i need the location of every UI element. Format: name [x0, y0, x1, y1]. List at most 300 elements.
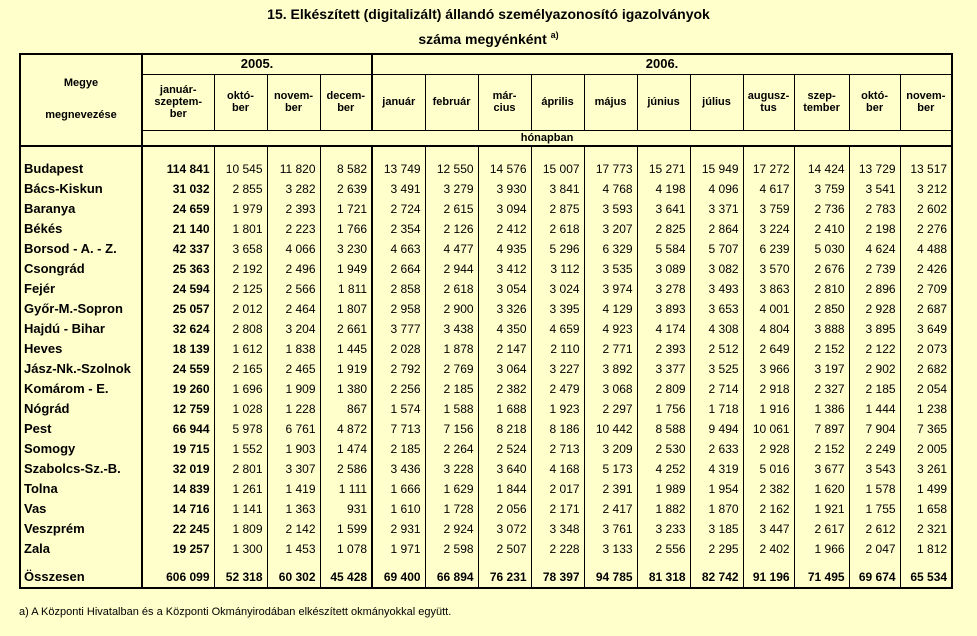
value-cell: 2 047	[849, 539, 900, 559]
value-cell: 7 156	[425, 419, 478, 439]
value-cell: 7 365	[900, 419, 952, 439]
value-cell: 78 397	[531, 567, 584, 588]
value-cell: 4 923	[584, 319, 637, 339]
value-cell: 14 424	[794, 159, 849, 179]
value-cell: 11 820	[267, 159, 320, 179]
value-cell: 3 541	[849, 179, 900, 199]
value-cell: 606 099	[142, 567, 214, 588]
month-header: augusz- tus	[743, 74, 794, 130]
value-cell: 5 584	[637, 239, 690, 259]
value-cell: 2 249	[849, 439, 900, 459]
value-cell: 4 663	[372, 239, 425, 259]
county-name: Jász-Nk.-Szolnok	[20, 359, 142, 379]
value-cell: 25 057	[142, 299, 214, 319]
value-cell: 3 677	[794, 459, 849, 479]
value-cell: 3 641	[637, 199, 690, 219]
value-cell: 5 978	[214, 419, 267, 439]
value-cell: 2 054	[900, 379, 952, 399]
value-cell: 5 173	[584, 459, 637, 479]
value-cell: 3 930	[478, 179, 531, 199]
value-cell: 4 617	[743, 179, 794, 199]
value-cell: 1 809	[214, 519, 267, 539]
county-name: Bács-Kiskun	[20, 179, 142, 199]
value-cell: 2 556	[637, 539, 690, 559]
value-cell: 12 550	[425, 159, 478, 179]
value-cell: 867	[320, 399, 372, 419]
value-cell: 3 974	[584, 279, 637, 299]
year-2005-header: 2005.	[142, 54, 372, 74]
value-cell: 3 094	[478, 199, 531, 219]
value-cell: 2 464	[267, 299, 320, 319]
value-cell: 4 198	[637, 179, 690, 199]
value-cell: 1 801	[214, 219, 267, 239]
value-cell: 2 185	[849, 379, 900, 399]
county-name: Borsod - A. - Z.	[20, 239, 142, 259]
value-cell: 2 198	[849, 219, 900, 239]
value-cell: 3 436	[372, 459, 425, 479]
value-cell: 3 348	[531, 519, 584, 539]
value-cell: 7 713	[372, 419, 425, 439]
value-cell: 2 402	[743, 539, 794, 559]
value-cell: 2 864	[690, 219, 743, 239]
value-cell: 2 171	[531, 499, 584, 519]
value-cell: 1 629	[425, 479, 478, 499]
value-cell: 2 354	[372, 219, 425, 239]
value-cell: 2 682	[900, 359, 952, 379]
table-row	[20, 439, 952, 459]
value-cell: 1 811	[320, 279, 372, 299]
value-cell: 91 196	[743, 567, 794, 588]
county-name: Hajdú - Bihar	[20, 319, 142, 339]
value-cell: 2 412	[478, 219, 531, 239]
value-cell: 1 919	[320, 359, 372, 379]
value-cell: 2 524	[478, 439, 531, 459]
table-row	[20, 259, 952, 279]
table-row	[20, 159, 952, 179]
value-cell: 10 545	[214, 159, 267, 179]
value-cell: 2 739	[849, 259, 900, 279]
value-cell: 3 326	[478, 299, 531, 319]
value-cell: 1 261	[214, 479, 267, 499]
value-cell: 1 238	[900, 399, 952, 419]
value-cell: 2 924	[425, 519, 478, 539]
value-cell: 3 212	[900, 179, 952, 199]
value-cell: 2 110	[531, 339, 584, 359]
value-cell: 2 633	[690, 439, 743, 459]
value-cell: 3 570	[743, 259, 794, 279]
value-cell: 1 870	[690, 499, 743, 519]
value-cell: 2 771	[584, 339, 637, 359]
value-cell: 65 534	[900, 567, 952, 588]
value-cell: 6 329	[584, 239, 637, 259]
value-cell: 2 664	[372, 259, 425, 279]
value-cell: 32 624	[142, 319, 214, 339]
value-cell: 2 122	[849, 339, 900, 359]
value-cell: 19 257	[142, 539, 214, 559]
county-name: Zala	[20, 539, 142, 559]
value-cell: 14 576	[478, 159, 531, 179]
county-name: Vas	[20, 499, 142, 519]
value-cell: 24 559	[142, 359, 214, 379]
value-cell: 4 488	[900, 239, 952, 259]
month-header: már- cius	[478, 74, 531, 130]
table-row	[20, 419, 952, 439]
value-cell: 3 185	[690, 519, 743, 539]
value-cell: 2 714	[690, 379, 743, 399]
value-cell: 1 474	[320, 439, 372, 459]
month-header: július	[690, 74, 743, 130]
value-cell: 1 721	[320, 199, 372, 219]
value-cell: 3 888	[794, 319, 849, 339]
value-cell: 114 841	[142, 159, 214, 179]
value-cell: 8 588	[637, 419, 690, 439]
value-cell: 2 612	[849, 519, 900, 539]
value-cell: 2 808	[214, 319, 267, 339]
value-cell: 1 380	[320, 379, 372, 399]
month-header: január- szeptem- ber	[142, 74, 214, 130]
value-cell: 3 307	[267, 459, 320, 479]
value-cell: 1 453	[267, 539, 320, 559]
value-cell: 19 260	[142, 379, 214, 399]
value-cell: 3 377	[637, 359, 690, 379]
county-name: Pest	[20, 419, 142, 439]
table-title: 15. Elkészített (digitalizált) állandó személyazonosító igazolványok	[267, 6, 710, 22]
value-cell: 3 593	[584, 199, 637, 219]
value-cell: 2 185	[372, 439, 425, 459]
value-cell: 81 318	[637, 567, 690, 588]
value-cell: 2 297	[584, 399, 637, 419]
value-cell: 4 935	[478, 239, 531, 259]
month-header: októ- ber	[849, 74, 900, 130]
value-cell: 2 617	[794, 519, 849, 539]
value-cell: 1 228	[267, 399, 320, 419]
value-cell: 2 005	[900, 439, 952, 459]
value-cell: 13 517	[900, 159, 952, 179]
month-header: szep- tember	[794, 74, 849, 130]
value-cell: 3 054	[478, 279, 531, 299]
county-name: Heves	[20, 339, 142, 359]
value-cell: 9 494	[690, 419, 743, 439]
value-cell: 1 444	[849, 399, 900, 419]
value-cell: 21 140	[142, 219, 214, 239]
value-cell: 3 197	[794, 359, 849, 379]
value-cell: 5 707	[690, 239, 743, 259]
value-cell: 1 386	[794, 399, 849, 419]
value-cell: 1 921	[794, 499, 849, 519]
value-cell: 1 807	[320, 299, 372, 319]
value-cell: 2 825	[637, 219, 690, 239]
value-cell: 12 759	[142, 399, 214, 419]
table-row	[20, 519, 952, 539]
value-cell: 2 713	[531, 439, 584, 459]
value-cell: 3 089	[637, 259, 690, 279]
value-cell: 24 594	[142, 279, 214, 299]
value-cell: 2 393	[637, 339, 690, 359]
value-cell: 45 428	[320, 567, 372, 588]
value-cell: 4 768	[584, 179, 637, 199]
value-cell: 1 696	[214, 379, 267, 399]
value-cell: 2 321	[900, 519, 952, 539]
value-cell: 1 979	[214, 199, 267, 219]
county-name: Összesen	[20, 567, 142, 588]
value-cell: 4 659	[531, 319, 584, 339]
month-header: októ- ber	[214, 74, 267, 130]
value-cell: 3 082	[690, 259, 743, 279]
value-cell: 3 261	[900, 459, 952, 479]
value-cell: 6 761	[267, 419, 320, 439]
month-header: február	[425, 74, 478, 130]
value-cell: 1 300	[214, 539, 267, 559]
value-cell: 4 168	[531, 459, 584, 479]
value-cell: 2 615	[425, 199, 478, 219]
county-name: Győr-M.-Sopron	[20, 299, 142, 319]
value-cell: 2 618	[425, 279, 478, 299]
value-cell: 52 318	[214, 567, 267, 588]
value-cell: 3 133	[584, 539, 637, 559]
table-row	[20, 567, 952, 588]
value-cell: 3 649	[900, 319, 952, 339]
value-cell: 2 928	[743, 439, 794, 459]
county-header: Megye megnevezése	[20, 54, 142, 146]
value-cell: 3 207	[584, 219, 637, 239]
value-cell: 1 766	[320, 219, 372, 239]
footnote: a) A Központi Hivatalban és a Központi Okmányirodában elkészített okmányokkal együtt.	[19, 606, 452, 618]
value-cell: 3 658	[214, 239, 267, 259]
value-cell: 2 902	[849, 359, 900, 379]
value-cell: 18 139	[142, 339, 214, 359]
value-cell: 24 659	[142, 199, 214, 219]
value-cell: 3 371	[690, 199, 743, 219]
value-cell: 2 410	[794, 219, 849, 239]
value-cell: 3 227	[531, 359, 584, 379]
value-cell: 3 777	[372, 319, 425, 339]
value-cell: 1 445	[320, 339, 372, 359]
value-cell: 2 687	[900, 299, 952, 319]
value-cell: 22 245	[142, 519, 214, 539]
value-cell: 94 785	[584, 567, 637, 588]
value-cell: 7 904	[849, 419, 900, 439]
value-cell: 1 916	[743, 399, 794, 419]
table-row	[20, 359, 952, 379]
value-cell: 4 174	[637, 319, 690, 339]
value-cell: 15 007	[531, 159, 584, 179]
value-cell: 2 126	[425, 219, 478, 239]
value-cell: 1 141	[214, 499, 267, 519]
value-cell: 4 624	[849, 239, 900, 259]
value-cell: 32 019	[142, 459, 214, 479]
value-cell: 3 230	[320, 239, 372, 259]
value-cell: 3 224	[743, 219, 794, 239]
value-cell: 1 578	[849, 479, 900, 499]
value-cell: 2 661	[320, 319, 372, 339]
value-cell: 31 032	[142, 179, 214, 199]
value-cell: 1 610	[372, 499, 425, 519]
value-cell: 3 895	[849, 319, 900, 339]
value-cell: 8 582	[320, 159, 372, 179]
value-cell: 2 801	[214, 459, 267, 479]
value-cell: 1 612	[214, 339, 267, 359]
value-cell: 1 688	[478, 399, 531, 419]
value-cell: 2 185	[425, 379, 478, 399]
value-cell: 3 535	[584, 259, 637, 279]
value-cell: 4 001	[743, 299, 794, 319]
value-cell: 2 931	[372, 519, 425, 539]
value-cell: 5 030	[794, 239, 849, 259]
value-cell: 4 129	[584, 299, 637, 319]
table-row	[20, 179, 952, 199]
county-name: Tolna	[20, 479, 142, 499]
value-cell: 10 442	[584, 419, 637, 439]
value-cell: 13 749	[372, 159, 425, 179]
value-cell: 2 192	[214, 259, 267, 279]
value-cell: 1 419	[267, 479, 320, 499]
value-cell: 2 602	[900, 199, 952, 219]
value-cell: 3 412	[478, 259, 531, 279]
value-cell: 2 850	[794, 299, 849, 319]
value-cell: 2 393	[267, 199, 320, 219]
value-cell: 10 061	[743, 419, 794, 439]
value-cell: 2 507	[478, 539, 531, 559]
value-cell: 2 928	[849, 299, 900, 319]
value-cell: 1 949	[320, 259, 372, 279]
value-cell: 1 844	[478, 479, 531, 499]
month-header: június	[637, 74, 690, 130]
value-cell: 14 716	[142, 499, 214, 519]
footnote-marker: a)	[550, 30, 559, 40]
value-cell: 2 918	[743, 379, 794, 399]
value-cell: 1 756	[637, 399, 690, 419]
value-cell: 1 954	[690, 479, 743, 499]
value-cell: 3 204	[267, 319, 320, 339]
value-cell: 1 620	[794, 479, 849, 499]
value-cell: 2 855	[214, 179, 267, 199]
value-cell: 2 465	[267, 359, 320, 379]
value-cell: 17 272	[743, 159, 794, 179]
value-cell: 2 944	[425, 259, 478, 279]
value-cell: 2 028	[372, 339, 425, 359]
value-cell: 1 111	[320, 479, 372, 499]
table-row	[20, 239, 952, 259]
value-cell: 3 278	[637, 279, 690, 299]
value-cell: 2 327	[794, 379, 849, 399]
value-cell: 1 666	[372, 479, 425, 499]
value-cell: 82 742	[690, 567, 743, 588]
county-name: Szabolcs-Sz.-B.	[20, 459, 142, 479]
value-cell: 5 016	[743, 459, 794, 479]
value-cell: 2 125	[214, 279, 267, 299]
value-cell: 2 223	[267, 219, 320, 239]
value-cell: 2 736	[794, 199, 849, 219]
value-cell: 2 276	[900, 219, 952, 239]
month-header: április	[531, 74, 584, 130]
value-cell: 4 252	[637, 459, 690, 479]
value-cell: 2 676	[794, 259, 849, 279]
value-cell: 2 295	[690, 539, 743, 559]
value-cell: 2 382	[743, 479, 794, 499]
county-name: Fejér	[20, 279, 142, 299]
value-cell: 2 598	[425, 539, 478, 559]
table-row	[20, 499, 952, 519]
value-cell: 4 477	[425, 239, 478, 259]
value-cell: 2 391	[584, 479, 637, 499]
value-cell: 2 479	[531, 379, 584, 399]
value-cell: 1 878	[425, 339, 478, 359]
month-header: január	[372, 74, 425, 130]
value-cell: 2 724	[372, 199, 425, 219]
table-row	[20, 279, 952, 299]
value-cell: 4 319	[690, 459, 743, 479]
table-row	[20, 339, 952, 359]
value-cell: 2 875	[531, 199, 584, 219]
value-cell: 2 147	[478, 339, 531, 359]
value-cell: 3 841	[531, 179, 584, 199]
value-cell: 3 024	[531, 279, 584, 299]
value-cell: 5 296	[531, 239, 584, 259]
month-header: novem- ber	[900, 74, 952, 130]
value-cell: 2 566	[267, 279, 320, 299]
value-cell: 2 264	[425, 439, 478, 459]
value-cell: 1 909	[267, 379, 320, 399]
data-table	[19, 53, 953, 589]
value-cell: 3 395	[531, 299, 584, 319]
value-cell: 6 239	[743, 239, 794, 259]
table-row	[20, 379, 952, 399]
value-cell: 66 944	[142, 419, 214, 439]
value-cell: 2 639	[320, 179, 372, 199]
value-cell: 19 715	[142, 439, 214, 459]
value-cell: 1 499	[900, 479, 952, 499]
value-cell: 2 012	[214, 299, 267, 319]
month-header: május	[584, 74, 637, 130]
value-cell: 2 165	[214, 359, 267, 379]
table-row	[20, 299, 952, 319]
value-cell: 3 068	[584, 379, 637, 399]
value-cell: 60 302	[267, 567, 320, 588]
value-cell: 2 896	[849, 279, 900, 299]
year-2006-header: 2006.	[372, 54, 952, 74]
value-cell: 2 426	[900, 259, 952, 279]
value-cell: 3 525	[690, 359, 743, 379]
value-cell: 2 496	[267, 259, 320, 279]
value-cell: 1 363	[267, 499, 320, 519]
value-cell: 2 618	[531, 219, 584, 239]
value-cell: 2 810	[794, 279, 849, 299]
value-cell: 3 759	[743, 199, 794, 219]
value-cell: 1 812	[900, 539, 952, 559]
value-cell: 2 073	[900, 339, 952, 359]
table-row	[20, 199, 952, 219]
value-cell: 1 718	[690, 399, 743, 419]
table-row	[20, 459, 952, 479]
value-cell: 66 894	[425, 567, 478, 588]
value-cell: 2 417	[584, 499, 637, 519]
value-cell: 3 209	[584, 439, 637, 459]
value-cell: 2 512	[690, 339, 743, 359]
value-cell: 15 949	[690, 159, 743, 179]
value-cell: 4 350	[478, 319, 531, 339]
county-name: Nógrád	[20, 399, 142, 419]
value-cell: 3 543	[849, 459, 900, 479]
value-cell: 4 066	[267, 239, 320, 259]
county-name: Békés	[20, 219, 142, 239]
value-cell: 3 640	[478, 459, 531, 479]
value-cell: 1 552	[214, 439, 267, 459]
value-cell: 1 923	[531, 399, 584, 419]
value-cell: 42 337	[142, 239, 214, 259]
value-cell: 2 056	[478, 499, 531, 519]
value-cell: 1 728	[425, 499, 478, 519]
value-cell: 76 231	[478, 567, 531, 588]
